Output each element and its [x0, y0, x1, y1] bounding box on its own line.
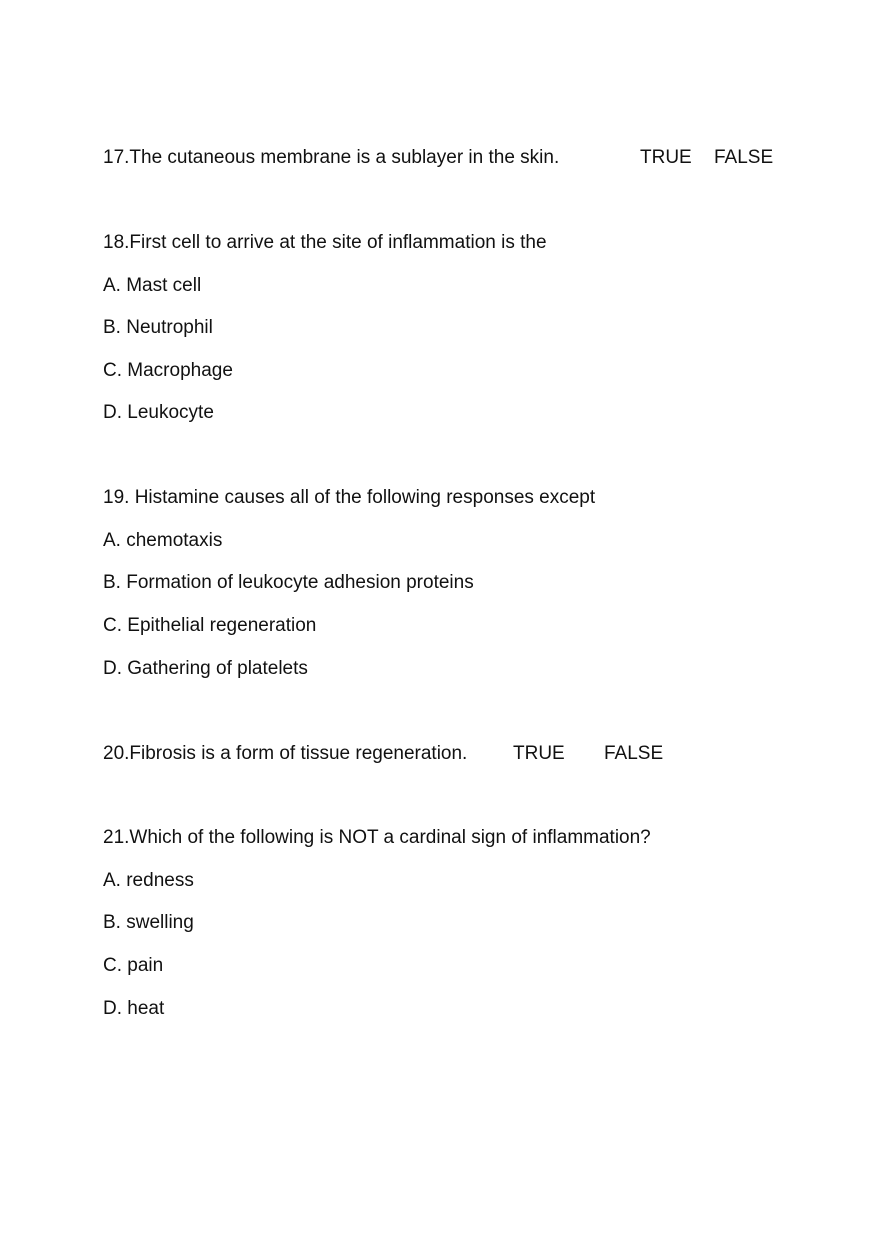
- question-17-false-option: FALSE: [714, 147, 774, 168]
- question-21-option-d: D. heat: [103, 998, 165, 1019]
- question-21-text: 21.Which of the following is NOT a cardinal sign of inflammation?: [103, 827, 651, 848]
- question-19-option-d: D. Gathering of platelets: [103, 658, 308, 679]
- question-18-option-c: C. Macrophage: [103, 360, 233, 381]
- question-21-option-a: A. redness: [103, 870, 194, 891]
- question-19-text: 19. Histamine causes all of the following responses except: [103, 487, 596, 508]
- question-19-option-b: B. Formation of leukocyte adhesion proteins: [103, 572, 474, 593]
- question-20-text: 20.Fibrosis is a form of tissue regeneration.: [103, 743, 468, 764]
- question-18-option-d: D. Leukocyte: [103, 402, 214, 423]
- question-20-false-option: FALSE: [604, 743, 664, 764]
- question-17-text: 17.The cutaneous membrane is a sublayer in the skin.: [103, 147, 560, 168]
- question-18-option-a: A. Mast cell: [103, 275, 202, 296]
- question-21-option-c: C. pain: [103, 955, 164, 976]
- question-21-option-b: B. swelling: [103, 912, 194, 933]
- question-20-true-option: TRUE: [513, 743, 565, 764]
- question-19-option-c: C. Epithelial regeneration: [103, 615, 317, 636]
- question-19-option-a: A. chemotaxis: [103, 530, 223, 551]
- question-18-option-b: B. Neutrophil: [103, 317, 213, 338]
- question-18-text: 18.First cell to arrive at the site of inflammation is the: [103, 232, 547, 253]
- question-17-true-option: TRUE: [640, 147, 692, 168]
